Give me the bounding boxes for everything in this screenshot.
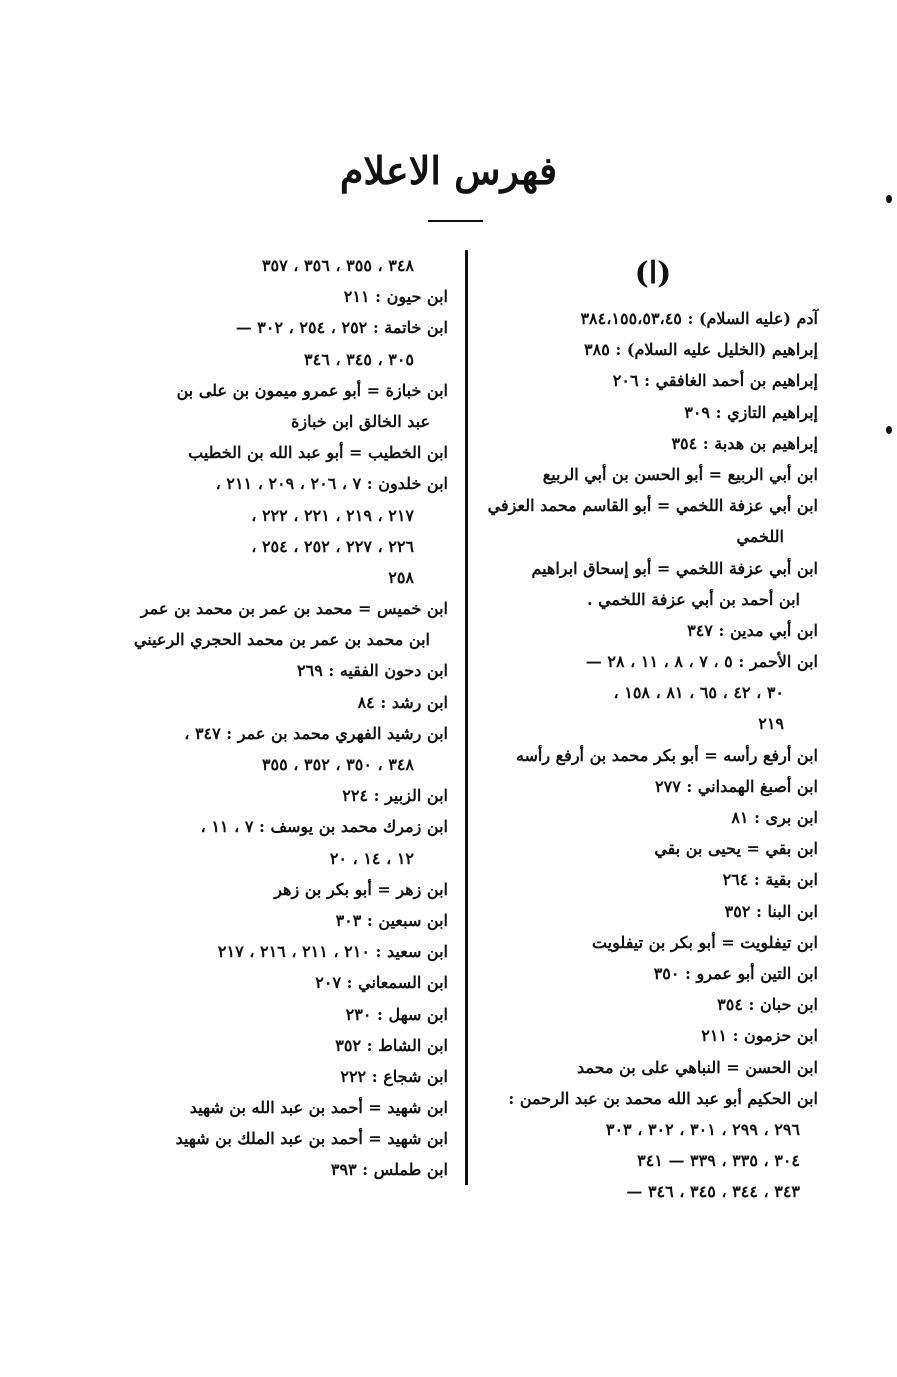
index-line-continued: ٣٠ ، ٤٢ ، ٦٥ ، ٨١ ، ١٥٨ ، (613, 683, 784, 703)
title-rule (428, 220, 483, 222)
index-line: ابن شهيد = أحمد بن عبد الملك بن شهيد (175, 1129, 448, 1149)
index-line: ابن التين أبو عمرو : ٣٥٠ (653, 963, 818, 983)
index-line: ابن زمرك محمد بن يوسف : ٧ ، ١١ ، (200, 817, 448, 837)
index-line: ابن أبي عزفة اللخمي = أبو القاسم محمد العزفي (487, 496, 818, 516)
index-line: ابن بقي = يحيى بن بقي (654, 839, 818, 859)
margin-dot-middle (886, 426, 892, 434)
index-line-continued: ٢٩٦ ، ٢٩٩ ، ٣٠١ ، ٣٠٢ ، ٣٠٣ (605, 1119, 800, 1139)
index-line: ابن دحون الفقيه : ٢٦٩ (297, 661, 448, 681)
index-line: ابن خلدون : ٧ ، ٢٠٦ ، ٢٠٩ ، ٢١١ ، (215, 474, 448, 494)
index-line-continued: ١٢ ، ١٤ ، ٢٠ (329, 848, 414, 868)
index-line: ابن البنا : ٣٥٢ (724, 901, 818, 921)
index-line-continued: ابن محمد بن عمر بن محمد الحجري الرعيني (133, 630, 430, 650)
index-line-continued: ٣٠٤ ، ٣٣٥ ، ٣٣٩ — ٣٤١ (637, 1151, 800, 1171)
index-line: ابن الحسن = النباهي على بن محمد (577, 1057, 818, 1077)
index-line-continued: ٣٤٣ ، ٣٤٤ ، ٣٤٥ ، ٣٤٦ — (626, 1182, 800, 1202)
index-line: ابن حيون : ٢١١ (343, 287, 448, 307)
index-column-left (133, 250, 448, 1186)
index-line-continued: ٣٤٨ ، ٣٥٠ ، ٣٥٢ ، ٣٥٥ (261, 755, 414, 774)
index-line: ابن خبازة = أبو عمرو ميمون بن على بن (176, 380, 448, 400)
index-line: ابن أبي مدين : ٣٤٧ (687, 620, 818, 640)
index-line: إبراهيم بن هدبة : ٣٥٤ (671, 433, 818, 453)
index-line-continued: اللخمي (736, 527, 784, 547)
index-line-continued: ٣٤٨ ، ٣٥٥ ، ٣٥٦ ، ٣٥٧ (261, 256, 414, 275)
index-line: ابن خاتمة : ٢٥٢ ، ٢٥٤ ، ٣٠٢ — (235, 318, 448, 338)
index-line: ابن رشد : ٨٤ (357, 692, 448, 712)
page-title: فهرس الاعلام (339, 148, 558, 193)
index-column-right (488, 245, 818, 1207)
index-line: ابن أرفع رأسه = أبو بكر محمد بن أرفع رأسه (515, 745, 818, 765)
margin-dot-top (886, 195, 892, 203)
index-line: ابن الأحمر : ٥ ، ٧ ، ٨ ، ١١ ، ٢٨ — (585, 652, 818, 672)
index-line: ابن سبعين : ٣٠٣ (335, 910, 448, 930)
index-line: ابن بقية : ٢٦٤ (722, 870, 818, 890)
index-line: ابن طملس : ٣٩٣ (330, 1160, 448, 1180)
index-line-continued: ٢٢٦ ، ٢٢٧ ، ٢٥٢ ، ٢٥٤ ، (251, 536, 414, 556)
index-line: ابن السمعاني : ٢٠٧ (315, 973, 448, 993)
index-line: ابن أصبغ الهمداني : ٢٧٧ (655, 776, 818, 796)
section-letter-alif: (ا) (634, 256, 672, 291)
index-line-continued: ٢١٧ ، ٢١٩ ، ٢٢١ ، ٢٢٢ ، (251, 505, 414, 525)
index-line: ابن حزمون : ٢١١ (701, 1026, 818, 1046)
index-line: ابن الحكيم أبو عبد الله محمد بن عبد الرحمن : (508, 1088, 818, 1108)
index-line: ابن زهر = أبو بكر بن زهر (274, 879, 448, 899)
index-line: ابن أبي عزفة اللخمي = أبو إسحاق ابراهيم (531, 558, 818, 578)
index-line-continued: عبد الخالق ابن خبازة (290, 411, 430, 431)
index-line: ابن سعيد : ٢١٠ ، ٢١١ ، ٢١٦ ، ٢١٧ (217, 942, 448, 962)
index-line-continued: ٢١٩ (758, 714, 784, 734)
index-line: ابن رشيد الفهري محمد بن عمر : ٣٤٧ ، (184, 723, 448, 743)
index-line-continued: ٣٠٥ ، ٣٤٥ ، ٣٤٦ (304, 349, 414, 369)
index-line: إبراهيم التازي : ٣٠٩ (684, 402, 818, 422)
index-line: ابن حبان : ٣٥٤ (717, 995, 818, 1015)
index-line: ابن الشاط : ٣٥٢ (335, 1035, 448, 1055)
index-line-continued: ٢٥٨ (388, 567, 414, 587)
index-line: ابن تيفلويت = أبو بكر بن تيفلويت (591, 932, 818, 952)
index-line: آدم (عليه السلام) : ٣٨٤،١٥٥،٥٣،٤٥ (580, 309, 818, 328)
index-line: ابن الخطيب = أبو عبد الله بن الخطيب (188, 443, 448, 463)
index-line: ابن خميس = محمد بن عمر بن محمد بن عمر (140, 599, 448, 619)
index-line: إبراهيم بن أحمد الغافقي : ٢٠٦ (612, 371, 818, 391)
index-line: ابن برى : ٨١ (731, 808, 818, 827)
index-line: ابن سهل : ٢٣٠ (345, 1004, 448, 1024)
index-line: ابن شهيد = أحمد بن عبد الله بن شهيد (189, 1098, 448, 1118)
index-line: إبراهيم (الخليل عليه السلام) : ٣٨٥ (584, 340, 818, 360)
index-line: ابن أبي الربيع = أبو الحسن بن أبي الربيع (542, 464, 818, 484)
index-line-continued: ابن أحمد بن أبي عزفة اللخمي . (586, 589, 800, 609)
column-divider (465, 250, 468, 1185)
index-line: ابن الزبير : ٢٢٤ (342, 786, 448, 806)
index-line: ابن شجاع : ٢٢٢ (340, 1066, 448, 1086)
